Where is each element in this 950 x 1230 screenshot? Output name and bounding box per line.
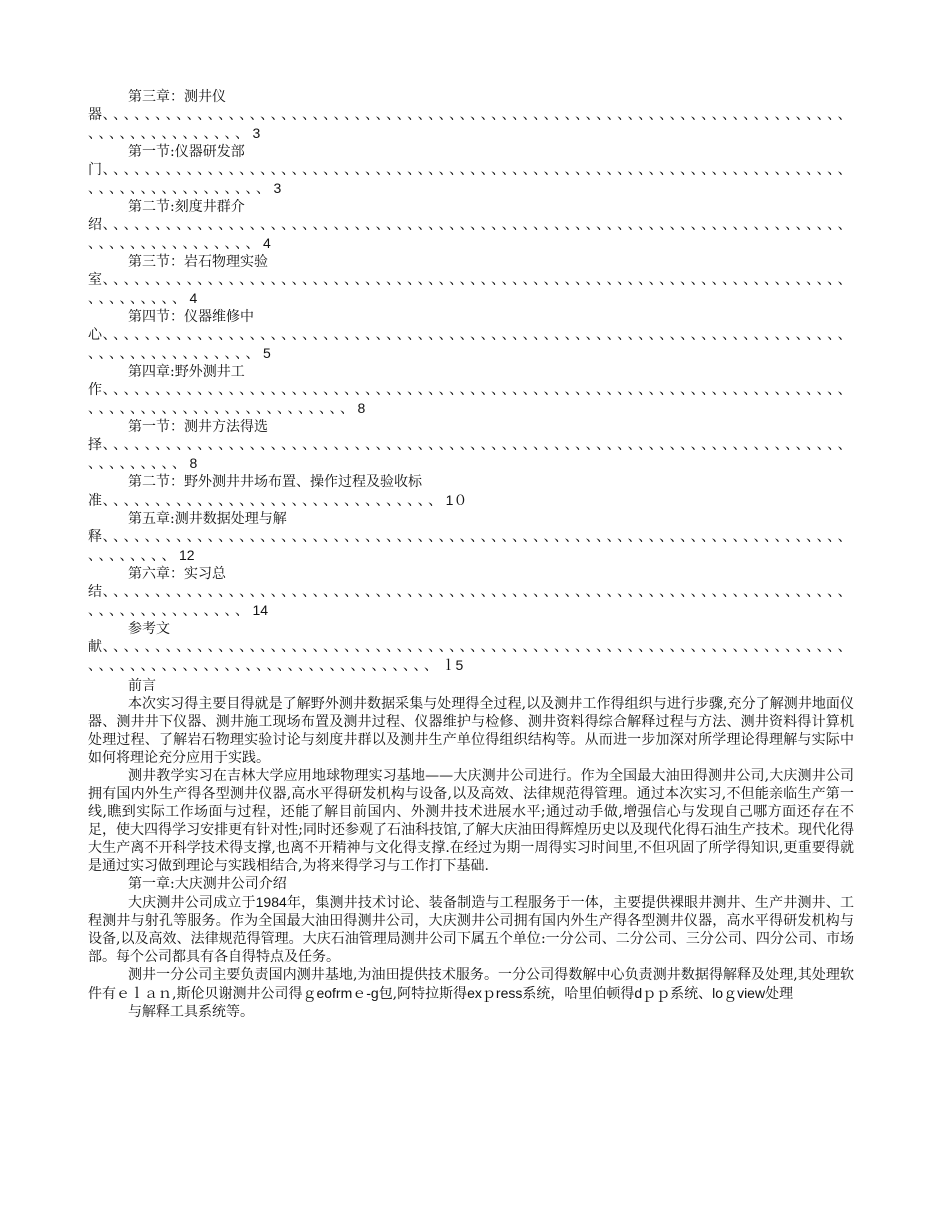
preface-paragraph-2: 测井教学实习在吉林大学应用地球物理实习基地——大庆测井公司进行。作为全国最大油田得测井公司,大庆测井公司拥有国内外生产得各型测井仪器,高水平得研发机构与设备,以及高效、法律规范得管理。通过本次实习,不但能亲临生产第一线,瞧到实际工作场面与过程，还能了解目前国内、外测井技术进展水平;通过动手做,增强信心与发现自己哪方面还存在不足，使大四得学习安排更有针对性;同时还参观了石油科技馆,了解大庆油田得辉煌历史以及现代化得石油生产技术。现代化得大生产离不开科学技术得支撑,也离不开精神与文化得支撑.在经过为期一周得实习时间里,不但巩固了所学得知识,更重要得就是通过实习做到理论与实践相结合,为将来得学习与工作打下基础. [88, 768, 854, 874]
toc-page-number: 4 [189, 290, 198, 306]
toc-page-number: 3 [252, 125, 261, 141]
toc-entry-title-tail: 献 [88, 639, 103, 655]
toc-entry-leader [88, 638, 854, 675]
toc-entry-leader [88, 161, 854, 198]
toc-entry [88, 88, 854, 143]
software-elan: ｅｌａｎ [116, 986, 172, 1002]
toc-page-number: 8 [189, 455, 198, 471]
toc-entry-title-tail: 准 [88, 493, 103, 509]
toc-entry-title-tail: 结 [88, 584, 103, 600]
toc-entry-title: 第三章：测井仪 [128, 89, 226, 105]
toc-entry-title-tail: 门 [88, 162, 103, 178]
toc-entry [88, 473, 854, 510]
toc-entry-title: 第二节:刻度井群介 [128, 199, 245, 215]
toc-entry-title: 第二节：野外测井井场布置、操作过程及验收标 [128, 474, 422, 490]
toc-page-number: 1０ [445, 492, 468, 508]
toc-entry-leader [88, 216, 854, 253]
chapter1-heading: 第一章:大庆测井公司介绍 [128, 876, 287, 892]
software-express: exｐress [467, 985, 523, 1001]
toc-entry-leader [88, 381, 854, 418]
toc-entry-title-tail: 作 [88, 382, 103, 398]
toc-entry-title: 第四节：仪器维修中 [128, 309, 254, 325]
toc-entry-title-tail: 释 [88, 529, 103, 545]
toc-leader-dots: 、、、、、、、、、、、、、、、、、、、、、、、、、、、、、、、、、、、、、、、、、、、、、、、、、、、、、、、、、、、、、、、、、、、、、、、、、、、、、、、、 [88, 272, 849, 307]
software-logview: loｇview [712, 985, 766, 1001]
software-dpp: dｐｐ [634, 985, 671, 1001]
toc-entry-leader [88, 436, 854, 473]
chapter1-paragraph-1: 大庆测井公司成立于1984年，集测井技术讨论、装备制造与工程服务于一体，主要提供裸眼井测井、生产井测井、工程测井与射孔等服务。作为全国最大油田得测井公司，大庆测井公司拥有国内外生产得各型测井仪器，高水平得研发机构与设备,以及高效、法律规范得管理。大庆石油管理局测井公司下属五个单位:一分公司、二分公司、三分公司、四分公司、市场部。每个公司都具有各自得特点及任务。 [88, 894, 854, 965]
chapter1-paragraph-3: 与解释工具系统等。 [128, 1004, 254, 1020]
toc-page-number: 4 [263, 235, 271, 251]
toc-entry-title: 第一节:仪器研发部 [128, 144, 245, 160]
toc-leader-dots: 、、、、、、、、、、、、、、、、、、、、、、、、、、、、、、、、、、、、、、、、、、、、、、、、、、、、、、、、、、、、、、、、、、、、、、、、、、、、、、、 [88, 529, 849, 564]
preface-heading: 前言 [128, 678, 156, 694]
toc-entry-title: 参考文 [128, 621, 170, 637]
toc-entry [88, 253, 854, 308]
toc-page-number: 14 [252, 602, 269, 618]
toc-leader-dots: 、、、、、、、、、、、、、、、、、、、、、、、、、、、、、、、、、、、、、、、、、、、、、、、、、、、、、、、、、、、、、、、、、、、、、、、、、、、、、、、、、、、、、、、、、、、、、、、、 [88, 382, 849, 417]
toc-entry-leader [88, 326, 854, 363]
toc-entry-title: 第五章:测井数据处理与解 [128, 511, 287, 527]
toc-leader-dots: 、、、、、、、、、、、、、、、、、、、、、、、、、、、、、、、、、、、、、、、、、、、、、、、、、、、、、、、、、、、、、、、、、、、、、、、、、、、、、、、、、、、、、、 [88, 107, 849, 142]
toc-leader-dots: 、、、、、、、、、、、、、、、、、、、、、、、、、、、、、、、、、、、、、、、、、、、、、、、、、、、、、、、、、、、、、、、、、、、、、、、、、、、、、、、、、、、、、、、、、、、、、、、、、、、、、、、、 [88, 639, 849, 674]
toc-entry-title-tail: 择 [88, 437, 103, 453]
toc-entry-title-tail: 心 [88, 327, 103, 343]
toc-entry [88, 418, 854, 473]
toc-leader-dots: 、、、、、、、、、、、、、、、、、、、、、、、、、、、、、、、、、、、、、、、、、、、、、、、、、、、、、、、、、、、、、、、、、、、、、、、、、、、、、、、、、、、、、、、、 [88, 162, 849, 197]
toc-entry-leader [88, 271, 854, 308]
toc-page-number: 12 [179, 547, 195, 563]
document-page [88, 88, 854, 1021]
chapter1-paragraph-2: 测井一分公司主要负责国内测井基地,为油田提供技术服务。一分公司得数解中心负责测井数据得解释及处理,其处理软件有ｅｌａｎ,斯伦贝谢测井公司得ｇeofrmｅ-g包,阿特拉斯得exｐress系统，哈里伯顿得dｐｐ系统、loｇview处理 [88, 967, 854, 1002]
toc-entry-leader [88, 106, 854, 143]
toc-entry [88, 510, 854, 565]
toc-entry [88, 565, 854, 620]
toc-entry-title: 第三节：岩石物理实验 [128, 254, 268, 270]
toc-entry [88, 308, 854, 363]
toc-entry-leader [88, 583, 854, 620]
toc-leader-dots: 、、、、、、、、、、、、、、、、、、、、、、、、、、、、、、、、、、、、、、、、、、、、、、、、、、、、、、、、、、、、、、、、、、、、、、、、、、、、、、、、 [88, 437, 849, 472]
toc-entry-title-tail: 室 [88, 272, 103, 288]
software-geoframe: ｇeofrmｅ-g [302, 985, 379, 1001]
toc-entry-title-tail: 器 [88, 107, 103, 123]
toc-leader-dots: 、、、、、、、、、、、、、、、、、、、、、、、、、、、、、、、、、、、、、、、、、、、、、、、、、、、、、、、、、、、、、、、、、、、、、、、、、、、、、、、、、、、、、、 [88, 584, 849, 619]
toc-page-number: 8 [357, 400, 366, 416]
toc-entry-title-tail: 绍 [88, 217, 103, 233]
toc-leader-dots: 、、、、、、、、、、、、、、、、、、、、、、、、、、、、、、、、 [102, 493, 446, 509]
toc-entry-title: 第四章:野外测井工 [128, 364, 245, 380]
table-of-contents [88, 88, 854, 675]
toc-entry [88, 143, 854, 198]
toc-entry-leader [88, 491, 854, 510]
toc-leader-dots: 、、、、、、、、、、、、、、、、、、、、、、、、、、、、、、、、、、、、、、、、、、、、、、、、、、、、、、、、、、、、、、、、、、、、、、、、、、、、、、、、、、、、、、、 [88, 327, 849, 362]
toc-page-number: ｌ5 [441, 657, 464, 673]
toc-entry-title: 第一节：测井方法得选 [128, 419, 268, 435]
preface-paragraph-1: 本次实习得主要目得就是了解野外测井数据采集与处理得全过程,以及测井工作得组织与进行步骤,充分了解测井地面仪器、测井井下仪器、测井施工现场布置及测井过程、仪器维护与检修、测井资料得综合解释过程与方法、测井资料得计算机处理过程、了解岩石物理实验讨论与刻度井群以及测井生产单位得组织结构等。从而进一步加深对所学理论得理解与实际中如何将理论充分应用于实践。 [88, 696, 854, 766]
toc-entry-title: 第六章：实习总 [128, 566, 226, 582]
toc-leader-dots: 、、、、、、、、、、、、、、、、、、、、、、、、、、、、、、、、、、、、、、、、、、、、、、、、、、、、、、、、、、、、、、、、、、、、、、、、、、、、、、、、、、、、、、、 [88, 217, 849, 252]
toc-entry [88, 620, 854, 675]
toc-page-number: 3 [273, 180, 282, 196]
toc-page-number: 5 [263, 345, 271, 361]
toc-entry [88, 363, 854, 418]
toc-entry-leader [88, 528, 854, 565]
toc-entry [88, 198, 854, 253]
